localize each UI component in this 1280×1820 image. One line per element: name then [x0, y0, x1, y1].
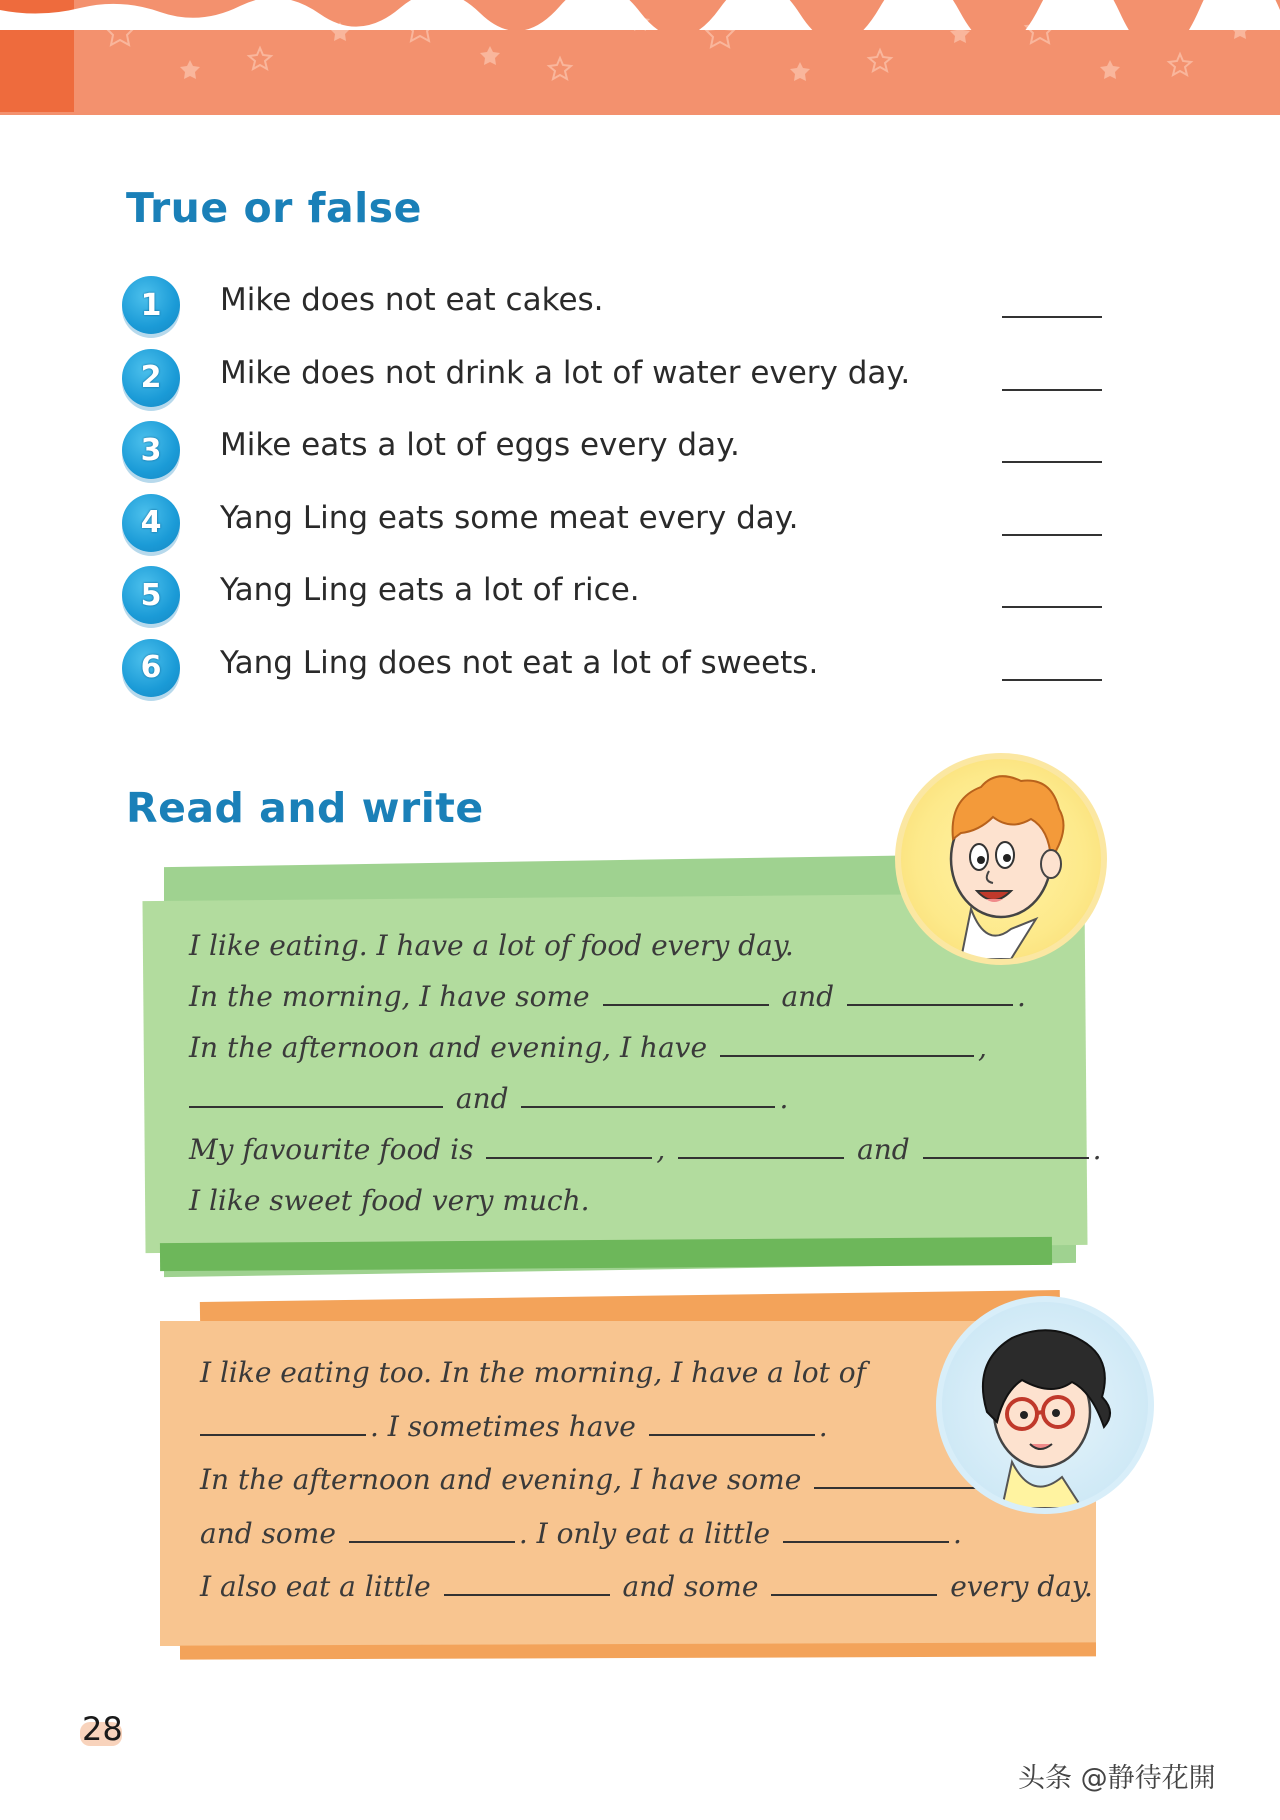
passage-text: and some: [200, 1516, 336, 1550]
answer-blank[interactable]: [1002, 316, 1102, 318]
statement-text: Mike does not eat cakes.: [220, 282, 604, 318]
passage-text: ,: [656, 1133, 666, 1166]
girl-face-illustration: [942, 1302, 1148, 1508]
list-item: [122, 635, 1122, 708]
number-badge: 6: [122, 639, 180, 697]
list-item: [122, 345, 1122, 418]
number-badge: 3: [122, 421, 180, 479]
answer-blank[interactable]: [1002, 534, 1102, 536]
boy-face-illustration: [901, 759, 1101, 959]
passage-text: In the morning, I have some: [189, 980, 590, 1013]
passage-text: and: [857, 1133, 910, 1166]
fill-blank[interactable]: [720, 1033, 974, 1057]
read-and-write-title: Read and write: [126, 784, 484, 832]
true-or-false-title: True or false: [126, 184, 422, 232]
passage-text: . I sometimes have: [370, 1409, 636, 1443]
answer-blank[interactable]: [1002, 389, 1102, 391]
passage-text: . I only eat a little: [518, 1516, 771, 1550]
passage-line: [189, 1175, 1102, 1226]
passage-text: .: [1017, 980, 1026, 1013]
passage-text: and: [781, 980, 835, 1013]
fill-blank[interactable]: [649, 1412, 815, 1436]
passage-line: [189, 971, 1102, 1022]
list-item: [122, 490, 1122, 563]
passage-text: My favourite food is: [189, 1133, 474, 1166]
number-badge: 1: [122, 276, 180, 334]
list-item: [122, 417, 1122, 490]
header-banner: [0, 0, 1280, 115]
watermark: 头条 @静待花開: [1018, 1763, 1216, 1794]
true-false-list: [122, 272, 1122, 707]
passage-text: In the afternoon and evening, I have: [189, 1031, 708, 1064]
passage-text: I like eating. I have a lot of food every day.: [189, 929, 794, 962]
statement-text: Mike does not drink a lot of water every day.: [220, 354, 911, 391]
statement-text: Mike eats a lot of eggs every day.: [220, 427, 740, 463]
fill-blank[interactable]: [200, 1412, 366, 1436]
passage-text: ,: [977, 1031, 987, 1064]
passage-text: every day.: [950, 1570, 1093, 1603]
passage-line: [189, 1022, 1102, 1073]
orange-panel-edge-bottom: [180, 1642, 1096, 1659]
fill-blank[interactable]: [349, 1519, 515, 1543]
fill-blank[interactable]: [847, 982, 1013, 1006]
passage-line: [200, 1560, 1093, 1614]
number-badge: 5: [122, 566, 180, 624]
passage-text: .: [953, 1516, 962, 1550]
answer-blank[interactable]: [1002, 606, 1102, 608]
fill-blank[interactable]: [444, 1572, 610, 1596]
statement-text: Yang Ling eats some meat every day.: [220, 499, 799, 536]
number-badge: 4: [122, 494, 180, 552]
passage-text: .: [818, 1409, 828, 1443]
mike-passage: [189, 920, 1102, 1226]
fill-blank[interactable]: [678, 1135, 844, 1159]
statement-text: Yang Ling eats a lot of rice.: [220, 572, 640, 608]
fill-blank[interactable]: [486, 1135, 652, 1159]
yangling-avatar: [936, 1296, 1154, 1514]
statement-text: Yang Ling does not eat a lot of sweets.: [220, 644, 819, 681]
fill-blank[interactable]: [783, 1519, 949, 1543]
passage-line: [189, 1073, 1102, 1124]
list-item: [122, 562, 1122, 635]
passage-line: [189, 1124, 1102, 1175]
torn-edge: [0, 0, 1280, 30]
fill-blank[interactable]: [189, 1084, 443, 1108]
answer-blank[interactable]: [1002, 461, 1102, 463]
passage-text: I like eating too. In the morning, I have a lot of: [200, 1356, 866, 1389]
fill-blank[interactable]: [814, 1465, 980, 1489]
fill-blank[interactable]: [923, 1135, 1089, 1159]
fill-blank[interactable]: [521, 1084, 775, 1108]
passage-text: .: [779, 1082, 789, 1115]
passage-line: [200, 1507, 1093, 1561]
green-panel-edge: [160, 1237, 1052, 1271]
passage-text: I also eat a little: [200, 1570, 431, 1603]
page-number: 28: [82, 1710, 123, 1748]
mike-avatar: [895, 753, 1107, 965]
passage-text: and: [455, 1082, 509, 1115]
answer-blank[interactable]: [1002, 679, 1102, 681]
fill-blank[interactable]: [771, 1572, 937, 1596]
number-badge: 2: [122, 349, 180, 407]
passage-text: .: [1092, 1133, 1102, 1166]
list-item: [122, 272, 1122, 345]
passage-text: and some: [622, 1570, 759, 1603]
passage-text: In the afternoon and evening, I have some: [200, 1463, 802, 1496]
passage-text: I like sweet food very much.: [189, 1184, 590, 1217]
fill-blank[interactable]: [603, 982, 769, 1006]
